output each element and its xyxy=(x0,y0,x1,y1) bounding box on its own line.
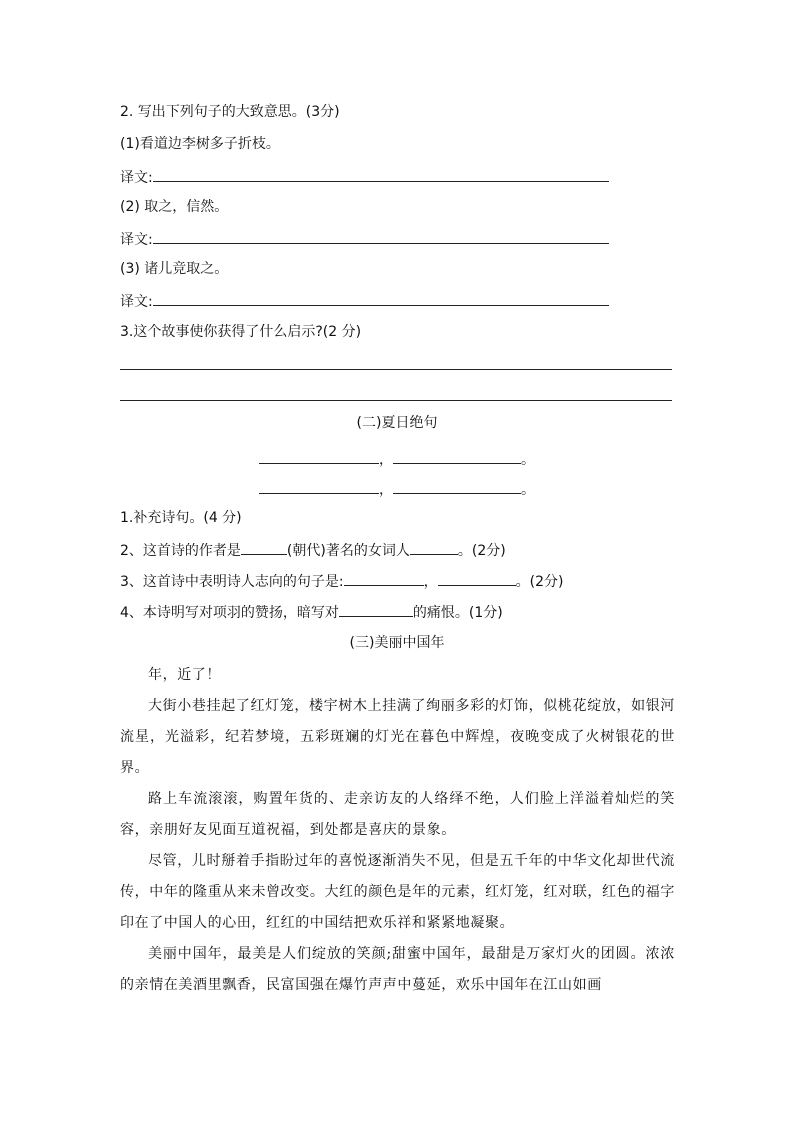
poem-q2-text-c: 。(2分) xyxy=(457,543,506,559)
essay-paragraph-4: 尽管，儿时掰着手指盼过年的喜悦逐渐消失不见，但是五千年的中华文化却世代流传，中年的隆重从来未曾改变。大红的颜色是年的元素，红灯笼，红对联，红色的福字印在了中国人的心田，红红的中国结把欢乐祥和紧紧地凝聚。 xyxy=(120,853,675,931)
poem-blank-1[interactable] xyxy=(259,448,379,464)
poem-q4-text-a: 4、本诗明写对项羽的赞扬，暗写对 xyxy=(120,605,339,621)
q3-title: 3.这个故事使你获得了什么启示?(2 分) xyxy=(120,324,362,340)
poem-q4-text-b: 的痛恨。(1分) xyxy=(412,605,503,621)
q2-sentence-3: (3) 诸儿竞取之。 xyxy=(120,261,229,277)
poem-title: (二)夏日绝句 xyxy=(356,415,438,431)
poem-period: 。 xyxy=(521,482,535,498)
poem-blank-2[interactable] xyxy=(393,448,521,464)
poem-q3-text-c: 。(2分) xyxy=(515,574,564,590)
poem-q3-blank-1[interactable] xyxy=(344,570,424,586)
q3-answer-line-2[interactable] xyxy=(120,400,672,401)
translation-blank-1[interactable] xyxy=(153,166,609,182)
poem-q2-poet-blank[interactable] xyxy=(410,539,458,555)
poem-q3 xyxy=(120,570,563,592)
poem-q2-text-a: 2、这首诗的作者是 xyxy=(120,543,241,559)
poem-q2-dynasty-blank[interactable] xyxy=(241,539,287,555)
poem-q3-text-a: 3、这首诗中表明诗人志向的句子是: xyxy=(120,574,344,590)
poem-q4 xyxy=(120,601,503,623)
translation-blank-3[interactable] xyxy=(153,290,609,306)
poem-q3-text-b: ， xyxy=(423,574,438,590)
poem-period: 。 xyxy=(521,452,535,468)
poem-q4-blank[interactable] xyxy=(339,601,413,617)
q2-answer-row-3 xyxy=(120,290,609,312)
q2-title: 2. 写出下列句子的大致意思。(3分) xyxy=(120,104,340,120)
poem-comma: ， xyxy=(379,452,393,468)
essay-paragraph-1: 年，近了！ xyxy=(148,667,221,683)
essay-paragraph-2: 大街小巷挂起了红灯笼，楼宇树木上挂满了绚丽多彩的灯饰，似桃花绽放，如银河流星，光溢彩，纪若梦境，五彩斑斓的灯光在暮色中辉煌，夜晚变成了火树银花的世界。 xyxy=(120,698,675,776)
q2-answer-row-2 xyxy=(120,228,609,250)
translation-label: 译文: xyxy=(120,170,153,186)
q2-answer-row-1 xyxy=(120,166,609,188)
poem-blank-4[interactable] xyxy=(393,478,521,494)
poem-line-1 xyxy=(0,448,794,470)
poem-q2 xyxy=(120,539,506,561)
q2-sentence-1: (1)看道边李树多子折枝。 xyxy=(120,136,280,152)
translation-label: 译文: xyxy=(120,294,153,310)
translation-blank-2[interactable] xyxy=(153,228,609,244)
q3-answer-line-1[interactable] xyxy=(120,369,672,370)
poem-q3-blank-2[interactable] xyxy=(438,570,516,586)
poem-line-2 xyxy=(0,478,794,500)
poem-blank-3[interactable] xyxy=(259,478,379,494)
poem-q2-text-b: (朝代)著名的女词人 xyxy=(286,543,410,559)
essay-paragraph-5: 美丽中国年，最美是人们绽放的笑颜;甜蜜中国年，最甜是万家灯火的团圆。浓浓的亲情在美酒里飘香，民富国强在爆竹声声中蔓延，欢乐中国年在江山如画 xyxy=(120,946,675,993)
essay-title: (三)美丽中国年 xyxy=(349,635,445,651)
translation-label: 译文: xyxy=(120,232,153,248)
q2-sentence-2: (2) 取之，信然。 xyxy=(120,199,229,215)
poem-comma: ， xyxy=(379,482,393,498)
poem-q1: 1.补充诗句。(4 分) xyxy=(120,510,242,526)
essay-paragraph-3: 路上车流滚滚，购置年货的、走亲访友的人络绎不绝，人们脸上洋溢着灿烂的笑容，亲朋好友见面互道祝福，到处都是喜庆的景象。 xyxy=(120,791,675,838)
